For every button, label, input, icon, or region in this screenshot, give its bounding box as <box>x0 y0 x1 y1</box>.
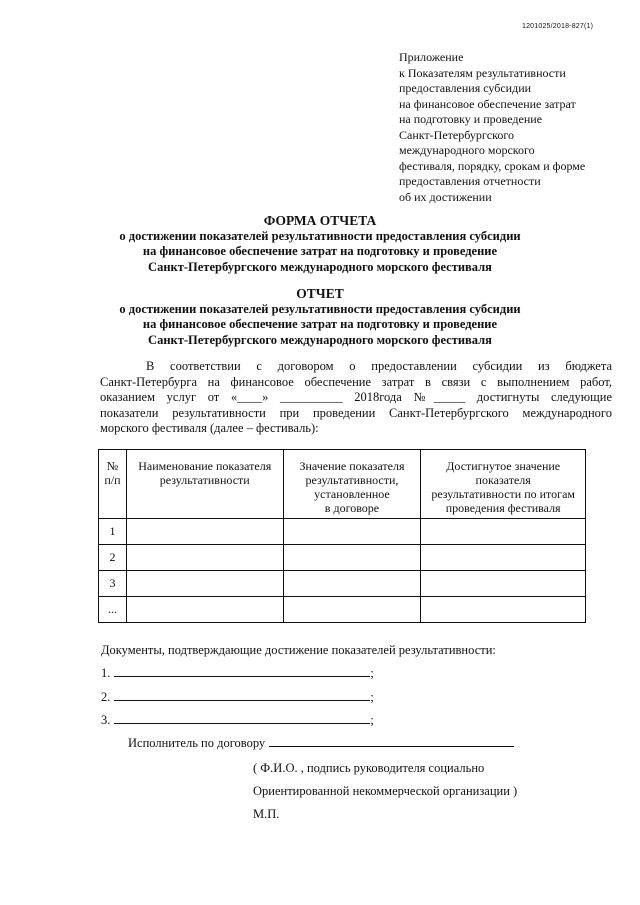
document-line <box>101 713 374 728</box>
header-target-value <box>283 450 421 519</box>
appendix-line: Приложение <box>399 50 464 64</box>
documents-title: Документы, подтверждающие достижение показателей результативности: <box>101 643 496 657</box>
table-row <box>99 545 586 571</box>
appendix-line: Санкт-Петербургского <box>399 127 514 142</box>
cell-indicator-name[interactable] <box>126 545 283 571</box>
report-heading <box>90 286 550 348</box>
header-text: проведения фестиваля <box>445 501 561 515</box>
cell-target-value[interactable] <box>283 597 421 623</box>
header-number <box>99 450 127 519</box>
appendix-line: международного морского <box>399 143 535 157</box>
cell-target-value[interactable] <box>283 545 421 571</box>
form-title: ФОРМА ОТЧЕТА <box>263 213 377 228</box>
row-number: ... <box>99 597 127 623</box>
row-number: 1 <box>99 519 127 545</box>
header-text: Значение показателя <box>299 459 405 473</box>
document-number-label: 1. <box>101 666 111 680</box>
appendix-line: предоставления отчетности <box>399 174 541 188</box>
signature-note-line: Ориентированной некоммерческой организации ) <box>253 784 518 798</box>
report-subtitle-line: на финансовое обеспечение затрат на подготовку и проведение <box>142 317 498 331</box>
appendix-line: на финансовое обеспечение затрат <box>399 96 576 111</box>
executor-label: Исполнитель по договору <box>128 736 266 750</box>
table-header-row <box>99 450 586 519</box>
document-line <box>101 690 374 705</box>
appendix-line: фестиваля, порядку, срокам и форме <box>399 158 586 173</box>
header-text: Наименование показателя <box>138 459 272 473</box>
header-text: п/п <box>104 473 121 487</box>
table-row <box>99 571 586 597</box>
document-terminator: ; <box>370 690 374 704</box>
cell-achieved-value[interactable] <box>421 597 586 623</box>
cell-target-value[interactable] <box>283 571 421 597</box>
header-text: Достигнутое значение <box>446 459 561 473</box>
cell-indicator-name[interactable] <box>126 597 283 623</box>
intro-paragraph <box>100 359 612 437</box>
signature-note-line: ( Ф.И.О. , подпись руководителя социально <box>253 761 485 775</box>
report-subtitle-line: о достижении показателей результативности предоставления субсидии <box>119 301 521 316</box>
header-text: результативности, <box>305 473 399 487</box>
intro-line: В соответствии с договором о предоставлении субсидии из бюджета <box>146 359 612 373</box>
table-row <box>99 597 586 623</box>
intro-line: оказанием услуг от «____» __________ 2018года №_____ достигнуты следующие <box>100 390 612 404</box>
cell-achieved-value[interactable] <box>421 571 586 597</box>
report-title: ОТЧЕТ <box>296 286 344 301</box>
header-text: установленное <box>314 487 390 501</box>
document-number-label: 2. <box>101 690 111 704</box>
table-row <box>99 519 586 545</box>
appendix-line: об их достижении <box>399 189 492 204</box>
executor-field[interactable] <box>269 736 514 747</box>
cell-achieved-value[interactable] <box>421 545 586 571</box>
document-line <box>101 666 374 681</box>
header-text: результативности по итогам <box>431 487 575 501</box>
form-heading <box>90 213 550 275</box>
document-terminator: ; <box>370 713 374 727</box>
intro-line: морского фестиваля (далее – фестиваль): <box>100 421 319 435</box>
form-subtitle-line: о достижении показателей результативности предоставления субсидии <box>119 228 521 243</box>
document-field[interactable] <box>114 666 370 677</box>
intro-line: Санкт-Петербурга на финансовое обеспечение затрат в связи с выполнением работ, <box>100 374 612 389</box>
document-field[interactable] <box>114 690 370 701</box>
form-subtitle-line: Санкт-Петербургского международного морского фестиваля <box>148 259 492 274</box>
document-terminator: ; <box>370 666 374 680</box>
appendix-line: на подготовку и проведение <box>399 112 543 126</box>
header-achieved-value <box>421 450 586 519</box>
cell-indicator-name[interactable] <box>126 519 283 545</box>
row-number: 2 <box>99 545 127 571</box>
appendix-line: к Показателям результативности <box>399 65 566 80</box>
cell-indicator-name[interactable] <box>126 571 283 597</box>
document-field[interactable] <box>114 713 370 724</box>
cell-achieved-value[interactable] <box>421 519 586 545</box>
indicators-table <box>98 449 586 623</box>
report-subtitle-line: Санкт-Петербургского международного морского фестиваля <box>148 332 492 347</box>
document-number: 1201025/2018-827(1) <box>522 23 594 30</box>
intro-line: показатели результативности при проведении Санкт-Петербургского международного <box>100 405 612 420</box>
header-text: показателя <box>475 473 531 487</box>
header-text: № <box>106 459 119 473</box>
header-text: результативности <box>159 473 250 487</box>
stamp-placeholder: М.П. <box>253 807 280 821</box>
document-number-label: 3. <box>101 713 111 727</box>
cell-target-value[interactable] <box>283 519 421 545</box>
header-indicator-name <box>126 450 283 519</box>
header-text: в договоре <box>324 501 380 515</box>
appendix-note <box>399 50 619 205</box>
executor-line <box>128 736 514 751</box>
appendix-line: предоставления субсидии <box>399 81 532 95</box>
row-number: 3 <box>99 571 127 597</box>
form-subtitle-line: на финансовое обеспечение затрат на подготовку и проведение <box>142 244 498 258</box>
